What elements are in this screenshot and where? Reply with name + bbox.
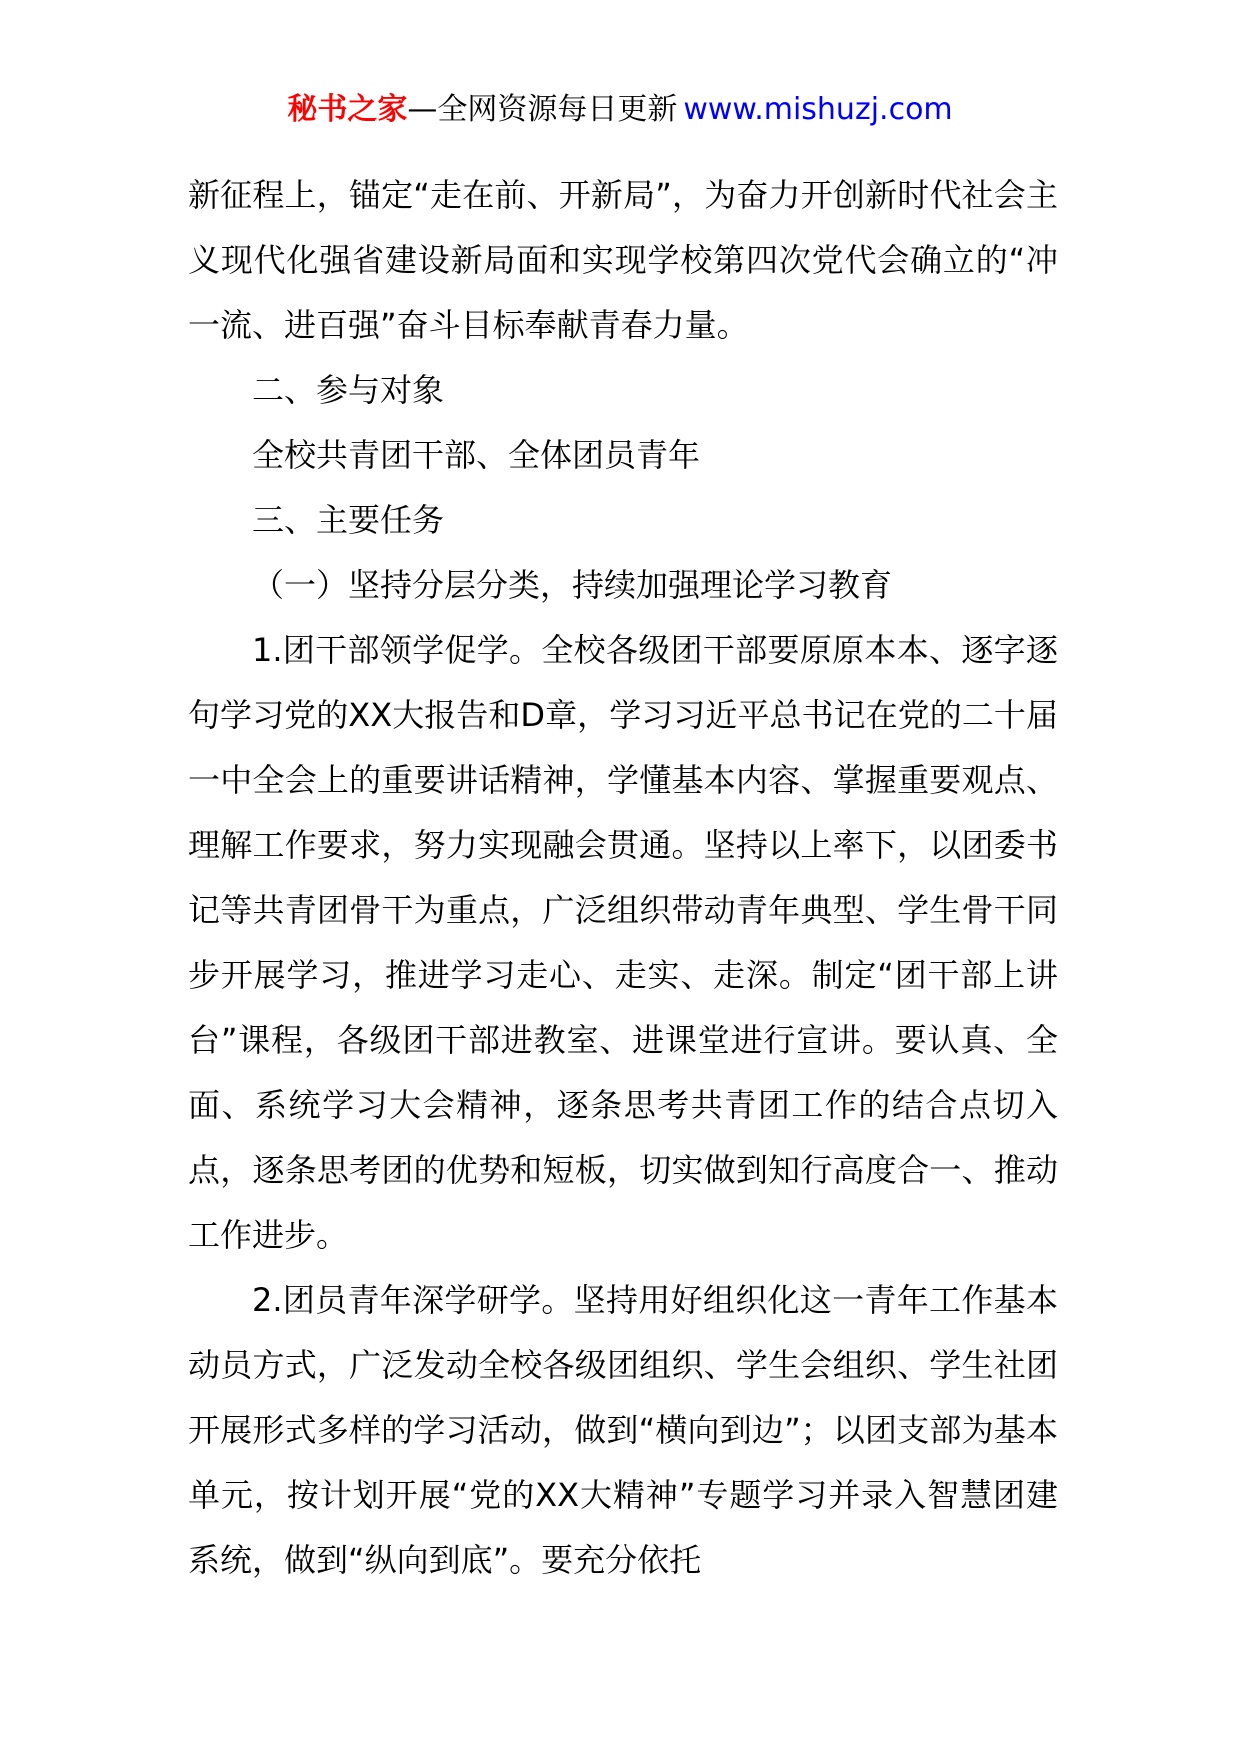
watermark-header — [0, 90, 1240, 130]
header-slogan: —全网资源每日更新 — [407, 92, 678, 127]
site-url-link[interactable]: www.mishuzj.com — [683, 92, 953, 127]
document-body — [188, 163, 1058, 1593]
paragraph-item-2: 2.团员青年深学研学。坚持用好组织化这一青年工作基本动员方式，广泛发动全校各级团组织、学生会组织、学生社团开展形式多样的学习活动，做到“横向到边”；以团支部为基本单元，按计划开展“党的XX大精神”专题学习并录入智慧团建系统，做到“纵向到底”。要充分依托 — [188, 1281, 1058, 1579]
paragraph-participants: 全校共青团干部、全体团员青年 — [252, 436, 701, 474]
paragraph-continuation: 新征程上，锚定“走在前、开新局”，为奋力开创新时代社会主义现代化强省建设新局面和实现学校第四次党代会确立的“冲一流、进百强”奋斗目标奉献青春力量。 — [188, 176, 1058, 344]
subsection-heading-theory-study: （一）坚持分层分类，持续加强理论学习教育 — [252, 566, 893, 604]
section-heading-main-tasks: 三、主要任务 — [252, 501, 445, 539]
brand-name: 秘书之家 — [287, 92, 408, 127]
section-heading-participants: 二、参与对象 — [252, 371, 445, 409]
paragraph-item-1: 1.团干部领学促学。全校各级团干部要原原本本、逐字逐句学习党的XX大报告和D章，学习习近平总书记在党的二十届一中全会上的重要讲话精神，学懂基本内容、掌握重要观点、理解工作要求，努力实现融会贯通。坚持以上率下，以团委书记等共青团骨干为重点，广泛组织带动青年典型、学生骨干同步开展学习，推进学习走心、走实、走深。制定“团干部上讲台”课程，各级团干部进教室、进课堂进行宣讲。要认真、全面、系统学习大会精神，逐条思考共青团工作的结合点切入点，逐条思考团的优势和短板，切实做到知行高度合一、推动工作进步。 — [188, 631, 1058, 1254]
